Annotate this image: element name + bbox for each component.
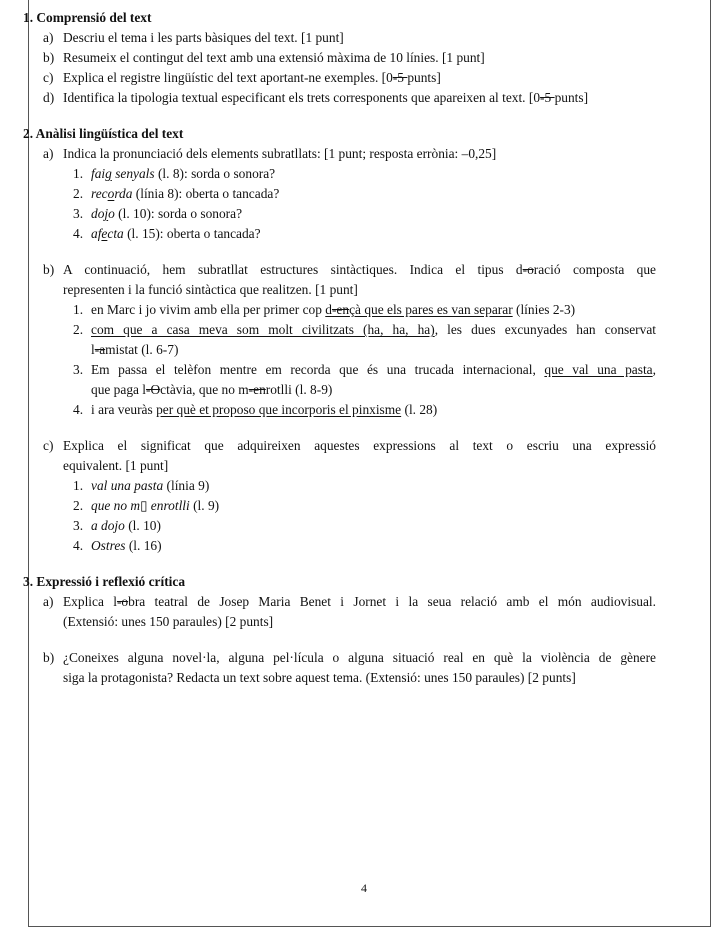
question-text: Explica l-obra teatral de Josep Maria Benet i Jornet i la seua relació amb el món audiovisual. (Extensió: unes 150 paraules) [2 punts]: [63, 594, 656, 629]
question-2c: [43, 436, 656, 476]
text-part: (l. 10): sorda o sonora?: [114, 206, 243, 221]
text-part: en Marc i jo vivim amb ella per primer cop: [91, 302, 326, 317]
question-2a: [43, 144, 656, 164]
question-text: Explica el significat que adquireixen aquestes expressions al text o escriu una expressió equivalent. [1 punt]: [63, 438, 656, 473]
sub-item: [73, 224, 656, 244]
text-part: (línia 8): oberta o tancada?: [132, 186, 280, 201]
question-text: Descriu el tema i les parts bàsiques del text. [1 punt]: [63, 30, 344, 45]
sub-item: [73, 184, 656, 204]
struck-text: -en: [248, 382, 266, 397]
text-part: Identifica la tipologia textual especificant els trets corresponents que apareixen al text. [0: [63, 90, 541, 105]
underlined-text: com que a casa meva som molt civilitzats (ha, ha, ha): [91, 322, 435, 337]
text-part: A continuació, hem subratllat estructures sintàctiques. Indica el tipus d: [63, 262, 523, 277]
section-title: 1. Comprensió del text: [23, 10, 152, 25]
struck-text: -5: [540, 90, 555, 105]
expression: que no m▯ enrotlli: [91, 498, 190, 513]
underlined-text: que val una pasta: [544, 362, 653, 377]
question-2b: [43, 260, 656, 300]
sub-number: 2.: [73, 322, 84, 337]
expression: Ostres: [91, 538, 126, 553]
sub-item: [73, 536, 656, 556]
sub-number: 4.: [73, 226, 84, 241]
question-label: d): [43, 90, 55, 105]
sub-text: que no m▯ enrotlli (l. 9): [91, 498, 220, 513]
question-1b: [43, 48, 656, 68]
sub-item: [73, 400, 656, 420]
text-part: Explica el registre lingüístic del text aportant-ne exemples. [0: [63, 70, 393, 85]
text-part: ració composta que: [533, 262, 656, 277]
word-part: af: [91, 226, 102, 241]
sub-item: [73, 476, 656, 496]
question-text: ¿Coneixes alguna novel·la, alguna pel·lícula o alguna situació real en què la violència de gènere siga la protagonista? Redacta un text sobre aquest tema. (Extensió: unes 150 paraules) [2 punts]: [63, 650, 656, 685]
word-part: fai: [91, 166, 106, 181]
sub-item: [73, 204, 656, 224]
sub-text: [91, 204, 656, 224]
question-text: Resumeix el contingut del text amb una extensió màxima de 10 línies. [1 punt]: [63, 50, 485, 65]
sub-number: 1.: [73, 302, 84, 317]
sub-item: [73, 496, 656, 516]
sub-item: [73, 516, 656, 536]
sub-text: Em passa el telèfon mentre em recorda que és una trucada internacional, que val una pasta, que paga l-Octàvia, que no m-enrotlli (l. 8-9): [91, 362, 656, 397]
underlined-letter: j: [104, 206, 109, 221]
word-part: do: [91, 206, 105, 221]
question-label: b): [43, 262, 55, 277]
question-1c: [43, 68, 656, 88]
sub-text: [91, 164, 656, 184]
expression: val una pasta: [91, 478, 164, 493]
struck-text: -5: [392, 70, 408, 85]
question-label: b): [43, 50, 55, 65]
struck-text: -o: [116, 594, 129, 609]
exam-content: [23, 8, 656, 704]
word-part: o: [108, 206, 115, 221]
sub-text: [91, 184, 656, 204]
word-part: senyals: [111, 166, 155, 181]
struck-text: -a: [94, 342, 106, 357]
word-part: cta: [107, 226, 124, 241]
sub-item: [73, 360, 656, 400]
underlined-letter: o: [107, 186, 115, 201]
struck-text: -o: [522, 262, 534, 277]
section-comprension: [23, 8, 656, 108]
sub-number: 2.: [73, 186, 84, 201]
question-label: c): [43, 438, 54, 453]
question-3a: [43, 592, 656, 632]
sub-text: a dojo (l. 10): [91, 518, 161, 533]
text-part: punts]: [407, 70, 441, 85]
question-label: c): [43, 70, 54, 85]
section-title: 3. Expressió i reflexió crítica: [23, 574, 186, 589]
sub-item: [73, 164, 656, 184]
underlined-letter: g: [105, 166, 112, 181]
question-1a: [43, 28, 656, 48]
sub-number: 1.: [73, 166, 84, 181]
word-part: rda: [114, 186, 133, 201]
sub-text: Ostres (l. 16): [91, 538, 162, 553]
sub-text: i ara veuràs per què et proposo que incorporis el pinxisme (l. 28): [91, 402, 438, 417]
question-label: a): [43, 594, 54, 609]
word-part: rec: [91, 186, 108, 201]
underlined-text: d-ençà que els pares es van separar: [325, 302, 513, 317]
sub-item: [73, 300, 656, 320]
sub-number: 1.: [73, 478, 84, 493]
question-1d: [43, 88, 656, 108]
question-3b: [43, 648, 656, 688]
text-part: (línies 2-3): [512, 302, 576, 317]
text-part: (l. 15): oberta o tancada?: [123, 226, 261, 241]
sub-number: 3.: [73, 362, 84, 377]
struck-text: -en: [331, 302, 350, 317]
question-label: a): [43, 30, 54, 45]
sub-number: 2.: [73, 498, 84, 513]
section-title: 2. Anàlisi lingüística del text: [23, 126, 184, 141]
question-text: [63, 68, 656, 88]
question-label: b): [43, 650, 55, 665]
page-number: 4: [361, 881, 367, 895]
sub-text: [91, 300, 656, 320]
sub-item: [73, 320, 656, 360]
section-expressio: [23, 572, 656, 688]
text-part: , les dues excunyades han conservat: [434, 322, 657, 337]
question-text: Indica la pronunciació dels elements subratllats: [1 punt; resposta errònia: –0,25]: [63, 146, 497, 161]
sub-number: 4.: [73, 402, 84, 417]
section-analisi: [23, 124, 656, 556]
sub-text: val una pasta (línia 9): [91, 478, 210, 493]
expression: a dojo: [91, 518, 125, 533]
sub-text: [91, 224, 656, 244]
text-part: punts]: [554, 90, 589, 105]
sub-text: com que a casa meva som molt civilitzats (ha, ha, ha), les dues excunyades han conservat l-amistat (l. 6-7): [91, 322, 657, 357]
sub-number: 3.: [73, 518, 84, 533]
text-part: (l. 8): sorda o sonora?: [154, 166, 276, 181]
question-text: [63, 260, 656, 300]
sub-number: 3.: [73, 206, 84, 221]
struck-text: -O: [146, 382, 161, 397]
sub-number: 4.: [73, 538, 84, 553]
question-label: a): [43, 146, 54, 161]
underlined-letter: e: [101, 226, 108, 241]
underlined-text: per què et proposo que incorporis el pinxisme: [156, 402, 402, 417]
text-part: representen i la funció sintàctica que realitzen. [1 punt]: [63, 282, 358, 297]
question-text: [63, 88, 656, 108]
